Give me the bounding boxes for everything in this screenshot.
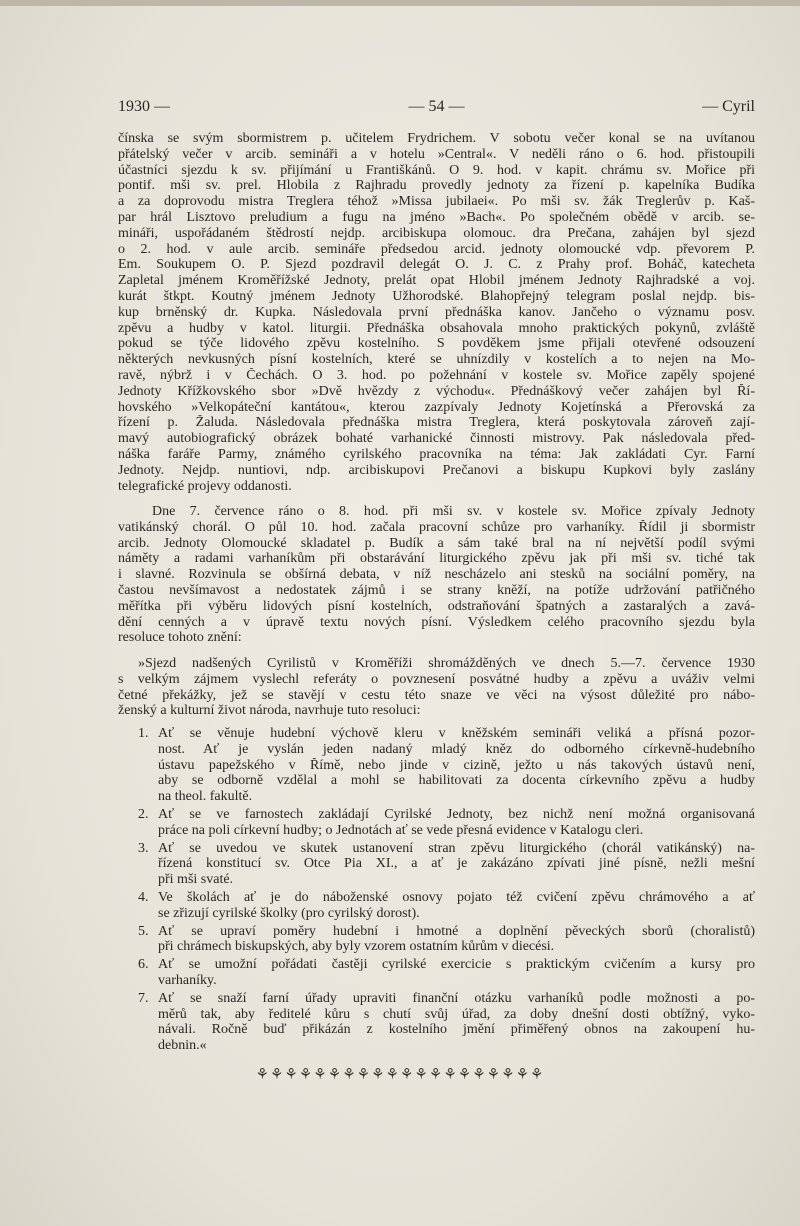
text-line: aby se odborně vzdělal a mohl se habilitovati za docenta církevního zpěvu a hudby	[158, 773, 755, 789]
text-line: měrů tak, aby ředitelé kůru s chutí svůj úřad, za doby dnešní dosti obtížný, vyko-	[158, 1006, 755, 1022]
text-line: resoluce tohoto znění:	[118, 630, 242, 646]
text-line: Ať se umožní pořádati častěji cyrilské exercicie s praktickým cvičením a kursy pro	[158, 957, 755, 973]
text-line: Dne 7. července ráno o 8. hod. při mši sv. v kostele sv. Mořice zpívaly Jednoty	[152, 504, 755, 519]
text-line: o 2. hod. v aule arcib. semináře předsedou arcid. jednoty olomoucké vdp. převorem P.	[118, 241, 755, 257]
item-number: 2.	[138, 806, 149, 822]
item-number: 6.	[138, 957, 149, 973]
item-text	[158, 991, 755, 1054]
text-line: práce na poli církevní hudby; o Jednotách ať se vede přesná evidence v Katalogu cleri.	[158, 822, 644, 838]
text-line: četné překážky, jež se stavějí v cestu této snaze ve věci na výsost důležité pro nábo-	[118, 687, 755, 703]
text-line: telegrafické projevy oddanosti.	[118, 478, 292, 494]
resolution-item	[138, 890, 755, 922]
resolution-intro	[118, 656, 755, 719]
text-line: Zapletal jménem Kroměřížské Jednoty, prelát opat Hlobil jménem Jednoty Rajhradské a voj.	[118, 273, 755, 289]
text-line: mavý autobiografický obrázek bohaté varhanické činnosti mistrovy. Pak následovala před-	[118, 431, 755, 447]
text-line: ženský a kulturní život národa, navrhuje tuto resoluci:	[118, 703, 421, 719]
text-line: účastníci sjezdu k sv. přijímání u Františkánů. O 9. hod. v kapit. chrámu sv. Mořice při	[118, 162, 755, 178]
text-line: Ať se věnuje hudební výchově kleru v kněžském semináři veliká a přísná pozor-	[158, 726, 755, 741]
resolution-item	[138, 841, 755, 888]
text-line: Em. Soukupem O. P. Sjezd pozdravil delegát O. J. C. z Prahy prof. Boháč, katecheta	[118, 257, 755, 273]
item-text	[158, 726, 755, 805]
item-number: 7.	[138, 990, 149, 1006]
text-line: na theol. fakultě.	[158, 789, 253, 805]
running-header	[118, 98, 755, 120]
text-line: ústavu papežského v Římě, nebo jinde v cizině, ježto u nás takových ústavů není,	[158, 757, 755, 773]
text-line: i slavné. Rozvinula se obšírná debata, v níž nescházelo ani stesků na sociální poměry, na	[118, 567, 755, 583]
page-edge	[0, 0, 800, 6]
text-line: kurát štkpt. Koutný jménem Jednoty Užhorodské. Blahopřejný telegram poslal nejdp. bis-	[118, 288, 755, 304]
paragraph-2	[118, 504, 755, 646]
text-line: přátelský večer v arcib. semináři a v hotelu »Central«. V neděli ráno o 6. hod. přistoupili	[118, 146, 755, 162]
text-line: dění cenných a v úpravě textu nových písní. Výsledkem celého pracovního sjezdu byla	[118, 614, 755, 630]
text-line: Ve školách ať je do náboženské osnovy pojato též cvičení zpěvu chrámového a ať	[158, 889, 755, 905]
resolution-item	[138, 807, 755, 839]
item-text	[158, 841, 755, 888]
text-line: Ať se snaží farní úřady upraviti finanční otázku varhaníků podle možnosti a po-	[158, 990, 755, 1006]
ornament-divider: ⚘⚘⚘⚘⚘⚘⚘⚘⚘⚘⚘⚘⚘⚘⚘⚘⚘⚘⚘⚘	[255, 1067, 545, 1083]
item-number: 1.	[138, 726, 149, 741]
text-line: pontif. mši sv. prel. Hlobila z Rajhradu provedly jednoty za řízení p. kapelníka Budíka	[118, 178, 755, 194]
text-line: návali. Ročně buď přikázán z kostelního jmění přiměřený obnos na zakoupení hu-	[158, 1022, 755, 1038]
text-line: ravě, nýbrž i v Čechách. O 3. hod. po požehnání v kostele sv. Mořice zapěly spojené	[118, 367, 755, 383]
text-line: pokud se týče lidového zpěvu kostelního. S povděkem jsme přijali otevřené odsouzení	[118, 336, 755, 352]
resolution-list	[138, 726, 755, 1056]
text-line: mináři, uspořádaném štědrostí nejdp. arcibiskupa olomouc. dra Prečana, zahájen byl sjezd	[118, 225, 755, 241]
text-line: náška faráře Parmy, známého cyrilského pracovníka na téma: Jak zakládati Cyr. Farní	[118, 446, 755, 462]
item-text	[158, 924, 755, 956]
text-line: zpěvu a hudby v katol. liturgii. Přednáška obsahovala mnoho praktických pokynů, zvláště	[118, 320, 755, 336]
text-line: nost. Ať je vyslán jeden nadaný mladý kněz do odborného církevně-hudebního	[158, 741, 755, 757]
item-number: 3.	[138, 840, 149, 856]
text-line: debnin.«	[158, 1038, 207, 1054]
item-text	[158, 890, 755, 922]
text-line: par hrál Lisztovo preludium a fugu na jméno »Bach«. Po společném obědě v arcib. se-	[118, 209, 755, 225]
page-number: — 54 —	[408, 98, 465, 115]
text-line: se zřizují cyrilské školky (pro cyrilský dorost).	[158, 905, 420, 921]
text-line: čínska se svým sbormistrem p. učitelem Frydrichem. V sobotu večer konal se na uvítanou	[118, 131, 755, 146]
text-line: Ať se upraví poměry hudební i hmotné a doplnění pěveckých sborů (choralistů)	[158, 923, 755, 939]
text-line: kup brněnský dr. Kupka. Následovala první přednáška kanov. Jančeho o významu posv.	[118, 304, 755, 320]
resolution-item	[138, 726, 755, 805]
text-line: při mši svaté.	[158, 872, 234, 888]
text-line: některých nevkusných písní kostelních, které se uhnízdily v kostelích a to nejen na Mo-	[118, 352, 755, 368]
text-line: řízená konstitucí sv. Otce Pia XI., a ať je zakázáno zpívati jiné písně, nežli mešní	[158, 856, 755, 872]
text-line: s velkým zájmem vyslechl referáty o povznesení posvátné hudby a zpěvu a uváživ velmi	[118, 671, 755, 687]
text-line: Ať se uvedou ve skutek ustanovení stran zpěvu liturgického (chorál vatikánský) na-	[158, 840, 755, 856]
text-line: řízení p. Žaluda. Následovala přednáška mistra Treglera, která poskytovala zároveň zají-	[118, 415, 755, 431]
header-year: 1930 —	[118, 98, 170, 115]
text-line: arcib. Jednoty Olomoucké skladatel p. Budík a sám také bral na ní největší podíl svými	[118, 535, 755, 551]
text-line: Ať se ve farnostech zakládají Cyrilské Jednoty, bez nichž není možná organisovaná	[158, 806, 755, 822]
text-line: měřítka při výběru lidových písní kostelních, odstraňování špatných a zastaralých a zavá-	[118, 598, 755, 614]
text-line: náměty a radami varhaníkům při obstarávání liturgického zpěvu jak při mši sv. tiché tak	[118, 551, 755, 567]
paragraph-1	[118, 131, 755, 494]
text-line: varhaníky.	[158, 972, 217, 988]
text-line: Jednoty. Nejdp. nuntiovi, ndp. arcibiskupovi Prečanovi a biskupu Kupkovi byly zaslány	[118, 462, 755, 478]
resolution-item	[138, 991, 755, 1054]
item-number: 5.	[138, 923, 149, 939]
text-line: při chrámech biskupských, aby byly vzorem ostatním kůrům v diecési.	[158, 939, 555, 955]
text-line: hovského »Velkopáteční kantátou«, kterou zazpívaly Jednoty Kojetínská a Přerovská za	[118, 399, 755, 415]
item-number: 4.	[138, 889, 149, 905]
text-line: Jednoty Křížkovského sbor »Dvě hvězdy z východu«. Přednáškový večer zahájen byl Ří-	[118, 383, 755, 399]
text-line: častou nevšímavost a nedostatek zájmů i se strany kněží, na potíže udržování patřičného	[118, 582, 755, 598]
item-text	[158, 807, 755, 839]
text-line: vatikánský chorál. O půl 10. hod. začala pracovní schůze pro varhaníky. Řídil ji sbormistr	[118, 519, 755, 535]
resolution-item	[138, 924, 755, 956]
resolution-item	[138, 957, 755, 989]
text-line: a za doprovodu mistra Treglera téhož »Missa jubilaei«. Po mši sv. žák Treglerův p. Kaš-	[118, 194, 755, 210]
item-text	[158, 957, 755, 989]
text-line: »Sjezd nadšených Cyrilistů v Kroměříži shromážděných ve dnech 5.—7. července 1930	[138, 656, 755, 671]
header-journal: — Cyril	[702, 98, 755, 115]
